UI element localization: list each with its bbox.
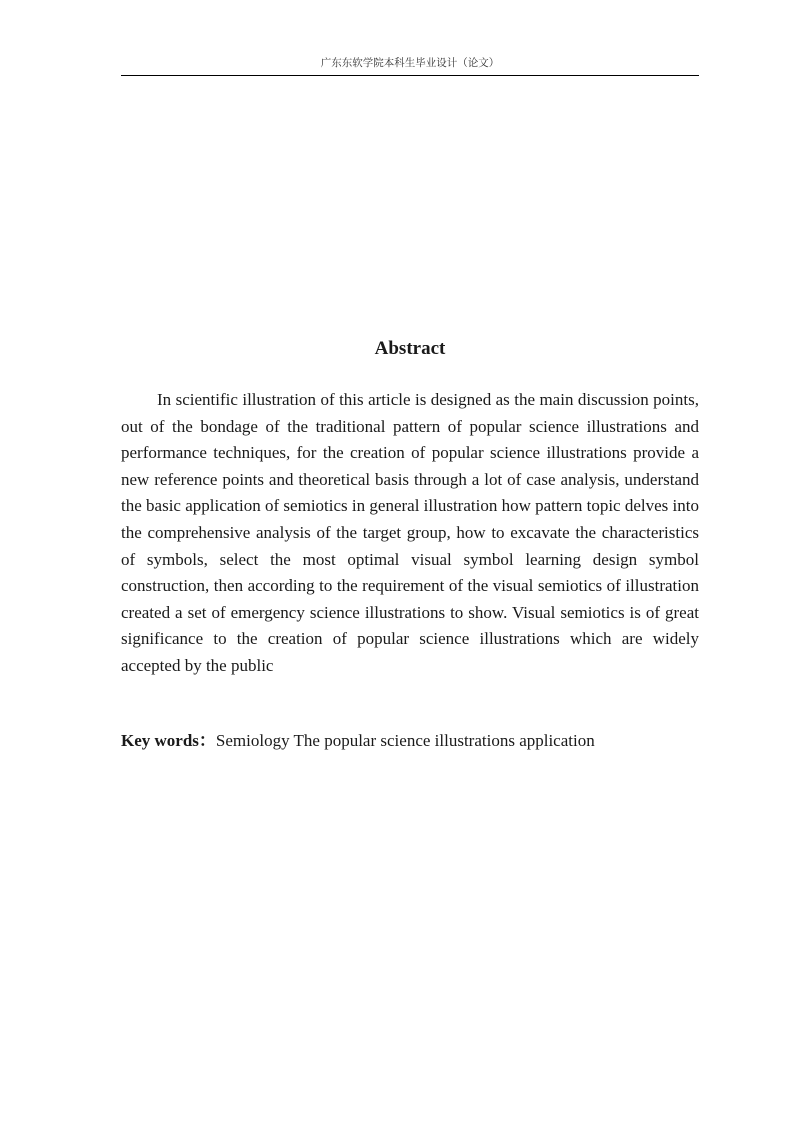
abstract-title: Abstract [374, 338, 446, 359]
abstract-body: In scientific illustration of this article is designed as the main discussion points, out of the bondage of the traditional pattern of popular science illustrations and performance techniques, for the creation of popular science illustrations provide a new reference points and theoretical basis through a lot of case analysis, understand the basic application of semiotics in general illustration how pattern topic delves into the comprehensive analysis of the target group, how to excavate the characteristics of symbols, select the most optimal visual symbol learning design symbol construction, then according to the requirement of the visual semiotics of illustration created a set of emergency science illustrations to show. Visual semiotics is of great significance to the creation of popular science illustrations which are widely accepted by the public [121, 390, 699, 675]
page-header [121, 57, 699, 76]
keywords-line [121, 728, 699, 754]
keywords-label: Key words： [121, 731, 216, 750]
header-text: 广东东软学院本科生毕业设计（论文） [320, 57, 500, 69]
keywords-value: Semiology The popular science illustrations application [215, 731, 595, 750]
